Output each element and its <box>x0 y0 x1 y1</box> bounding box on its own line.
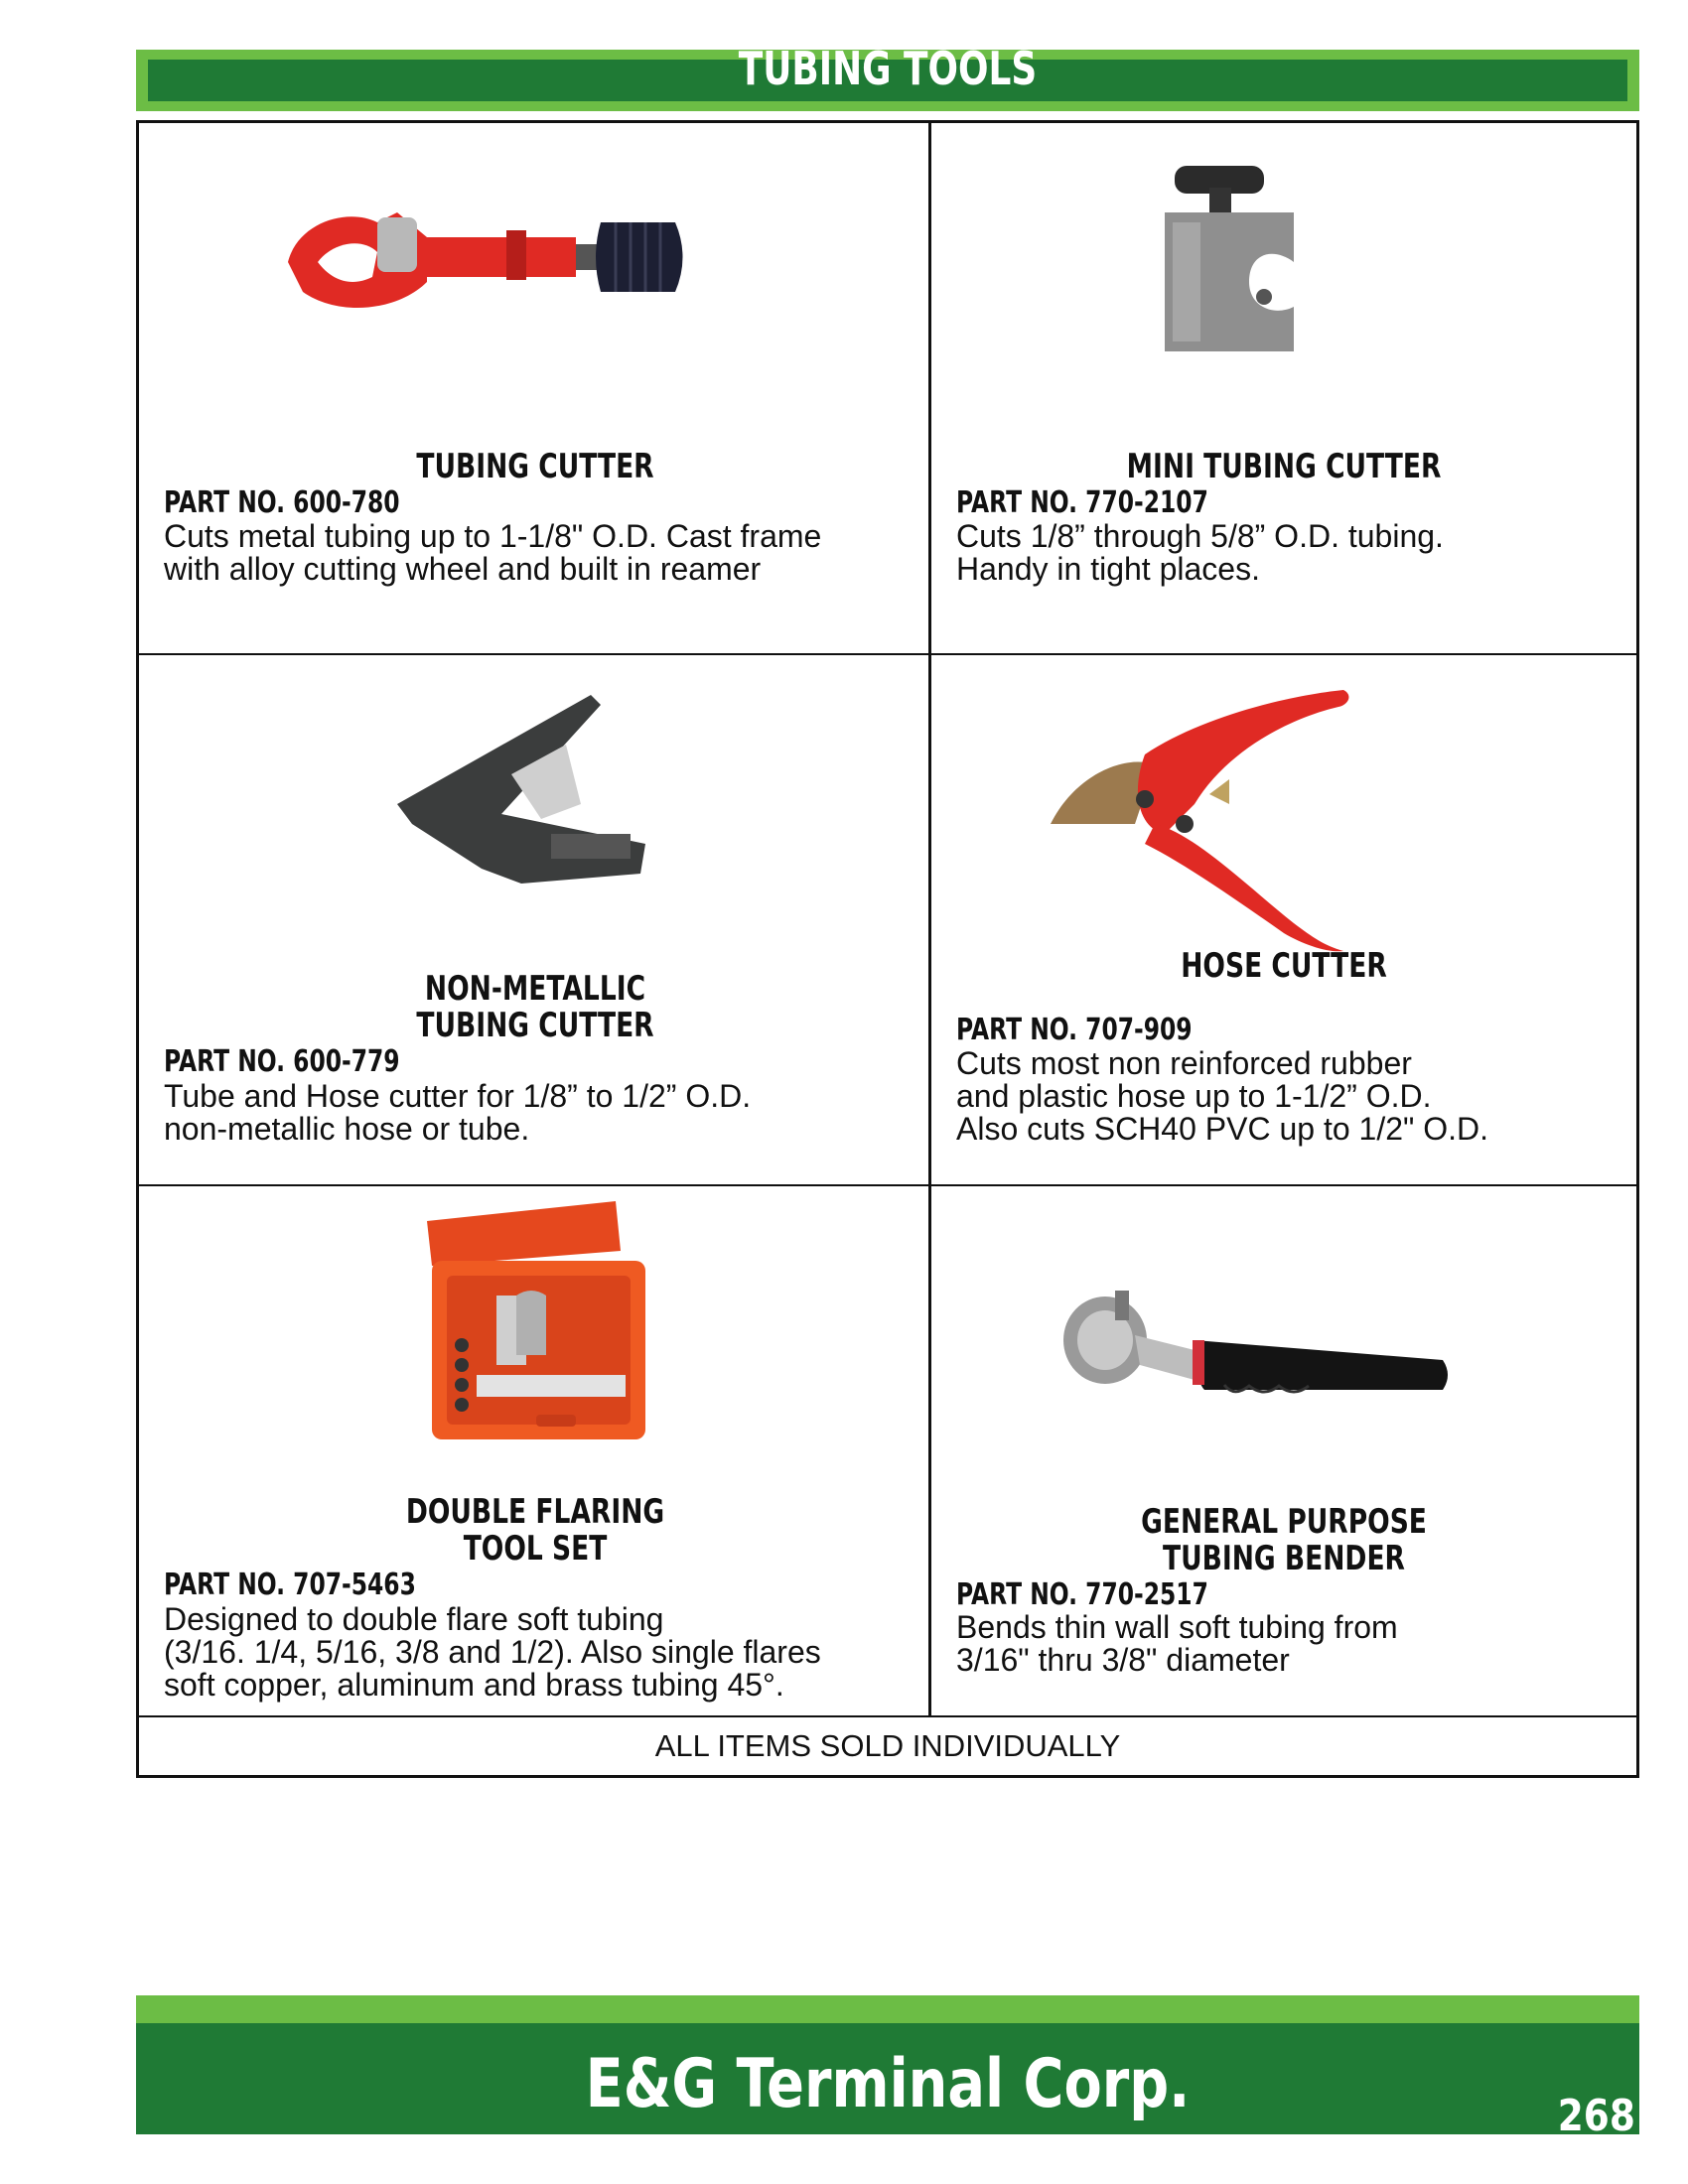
product-title <box>1009 449 1559 485</box>
footer-banner <box>136 1995 1639 2141</box>
sold-individually-notice: ALL ITEMS SOLD INDIVIDUALLY <box>654 1728 1121 1763</box>
product-description: Cuts 1/8” through 5/8” O.D. tubing. Handy in tight places. <box>956 518 1444 587</box>
product-title-line: TUBING BENDER <box>1163 1539 1405 1578</box>
footer-dark-band <box>136 2023 1639 2141</box>
product-cell-double-flaring-tool-set <box>139 1186 931 1715</box>
product-cell-hose-cutter <box>931 655 1636 1184</box>
hose-cutter-image <box>1046 685 1443 953</box>
product-title <box>226 1494 844 1568</box>
product-row-1 <box>139 123 1636 655</box>
part-number: PART NO. 707-5463 <box>164 1568 416 1602</box>
product-title-line: DOUBLE FLARING <box>405 1492 665 1532</box>
product-cell-general-purpose-tubing-bender <box>931 1186 1636 1715</box>
product-title-line: TUBING CUTTER <box>416 1006 654 1045</box>
page-number: 268 <box>1557 2091 1635 2141</box>
product-description: Cuts metal tubing up to 1-1/8" O.D. Cast frame with alloy cutting wheel and built in reamer <box>164 518 822 587</box>
part-number: PART NO. 707-909 <box>956 1013 1193 1047</box>
footer-light-stripe <box>136 1995 1639 2023</box>
product-title <box>1009 948 1559 985</box>
company-name: E&G Terminal Corp. <box>585 2045 1191 2123</box>
product-title-line: TOOL SET <box>463 1529 608 1569</box>
product-grid <box>136 120 1639 1778</box>
product-title-line: TUBING CUTTER <box>416 447 654 486</box>
product-title <box>1009 1504 1559 1577</box>
product-title <box>226 449 844 485</box>
product-title-line: MINI TUBING CUTTER <box>1126 447 1442 486</box>
product-title <box>226 971 844 1044</box>
part-number: PART NO. 600-779 <box>164 1044 400 1079</box>
product-cell-non-metallic-tubing-cutter <box>139 655 931 1184</box>
part-number: PART NO. 770-2107 <box>956 485 1208 520</box>
product-description: Bends thin wall soft tubing from 3/16" thru 3/8" diameter <box>956 1609 1398 1678</box>
tubing-cutter-image <box>278 183 695 341</box>
product-row-3 <box>139 1186 1636 1717</box>
product-description: Tube and Hose cutter for 1/8” to 1/2” O.D. non-metallic hose or tube. <box>164 1078 752 1147</box>
flaring-tool-set-image <box>417 1196 645 1444</box>
tubing-bender-image <box>1055 1281 1453 1420</box>
part-number: PART NO. 600-780 <box>164 485 400 520</box>
product-description: Cuts most non reinforced rubber and plastic hose up to 1-1/2” O.D. Also cuts SCH40 PVC up to 1/2" O.D. <box>956 1045 1489 1147</box>
product-description: Designed to double flare soft tubing (3/16. 1/4, 5/16, 3/8 and 1/2). Also single flares soft copper, aluminum and brass tubing 45°. <box>164 1601 821 1703</box>
product-title-line: GENERAL PURPOSE <box>1141 1502 1427 1542</box>
part-number: PART NO. 770-2517 <box>956 1577 1208 1612</box>
mini-tubing-cutter-image <box>1155 158 1314 366</box>
product-title-line: HOSE CUTTER <box>1181 946 1387 986</box>
product-title-line: NON-METALLIC <box>424 969 646 1009</box>
product-cell-mini-tubing-cutter <box>931 123 1636 653</box>
product-cell-tubing-cutter <box>139 123 931 653</box>
page-title: TUBING TOOLS <box>738 42 1038 95</box>
header-banner <box>136 42 1639 111</box>
product-row-2 <box>139 655 1636 1186</box>
non-metallic-cutter-image <box>392 685 660 884</box>
